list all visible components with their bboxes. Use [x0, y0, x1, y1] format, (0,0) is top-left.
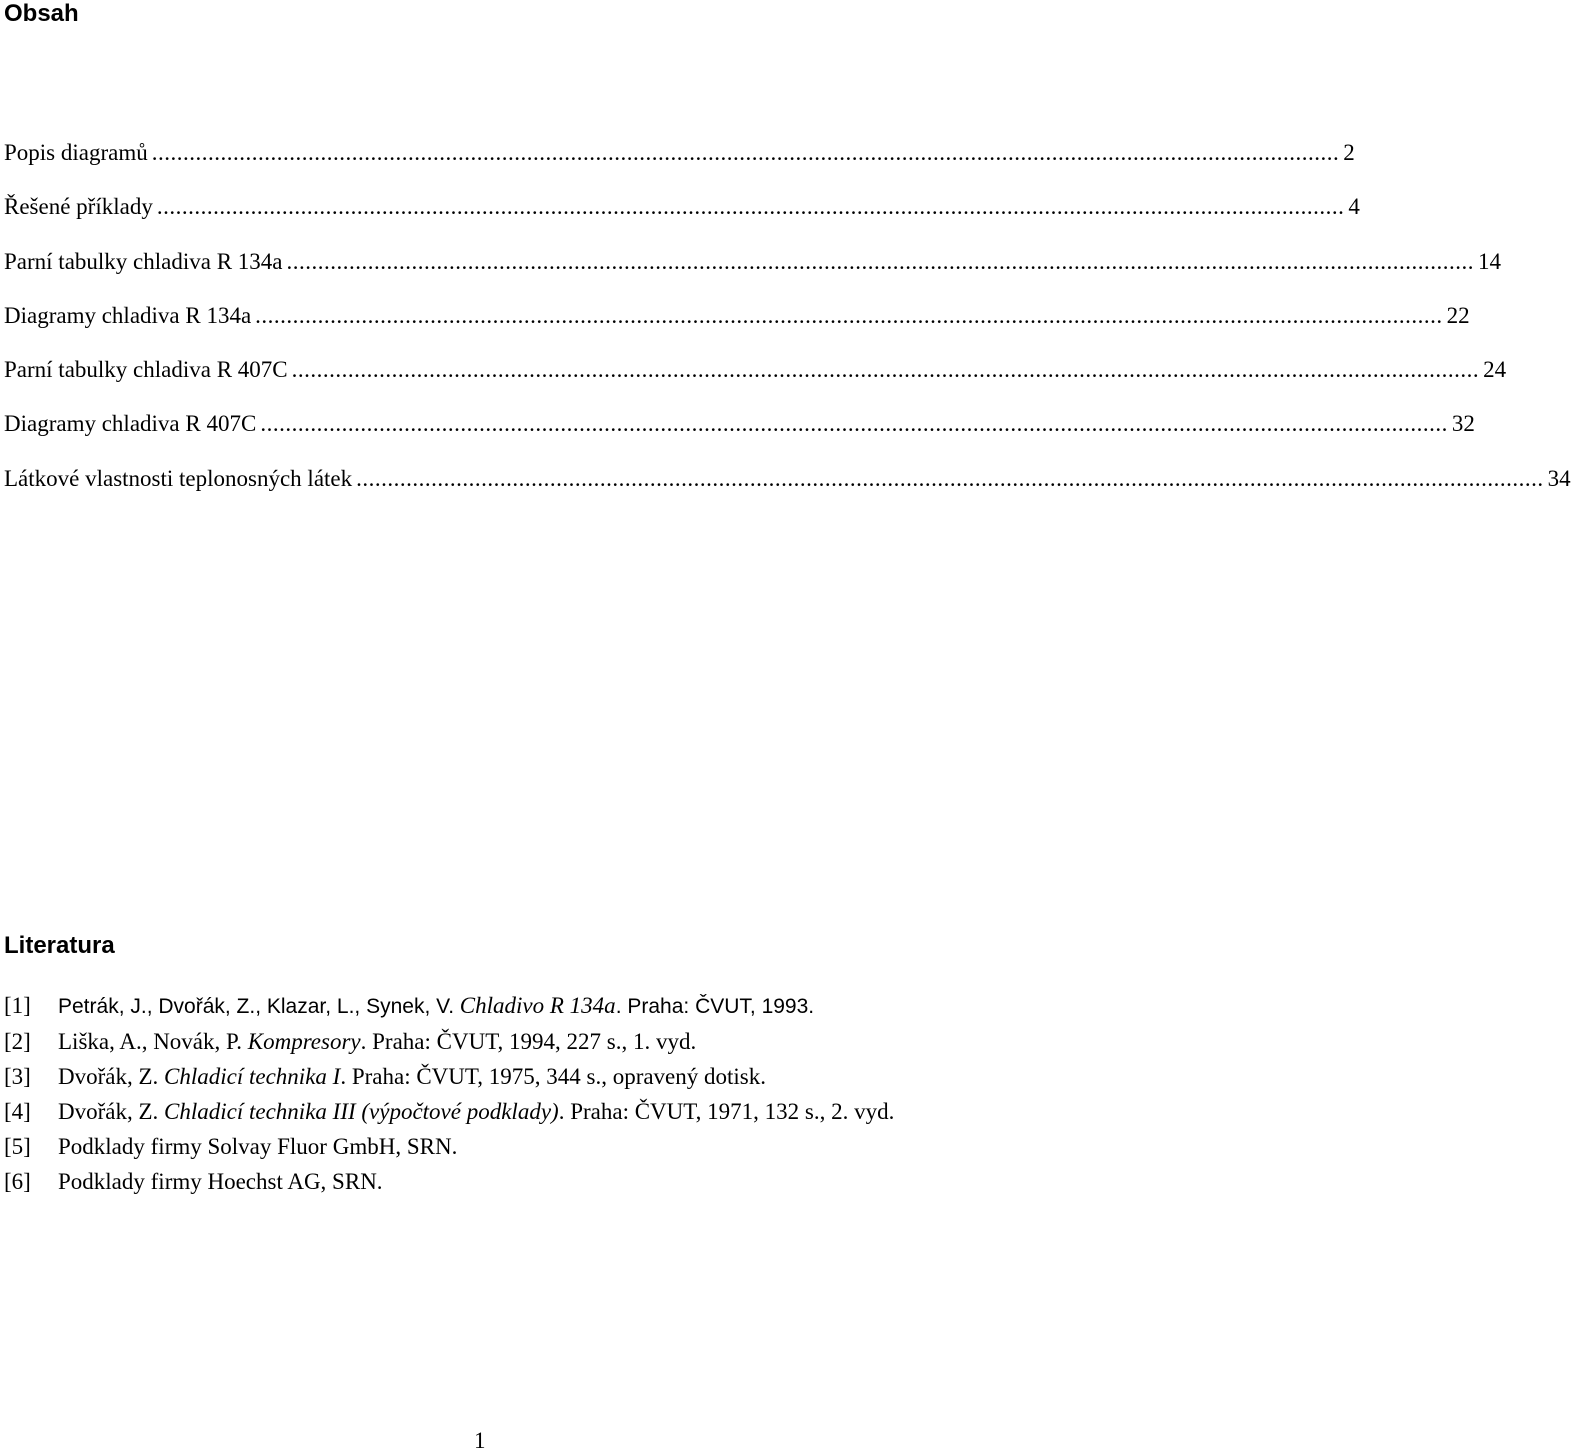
- toc-leader-dots: ..............................................................................................................................................................................................: [291, 357, 1480, 383]
- toc-entry-title: Parní tabulky chladiva R 407C: [4, 357, 288, 383]
- reference-number: [4]: [4, 1099, 31, 1124]
- toc-entry-page: 32: [1451, 411, 1475, 437]
- page-number: 1: [474, 1428, 486, 1453]
- reference-item: [4, 1059, 958, 1094]
- reference-item: [4, 1129, 958, 1164]
- toc-entry-page: 22: [1446, 302, 1470, 328]
- reference-title: Chladivo R 134a: [459, 993, 616, 1018]
- reference-publisher: Praha: ČVUT, 1975, 344 s., opravený dotisk.: [351, 1064, 766, 1089]
- reference-number: [1]: [4, 993, 31, 1018]
- toc-entry-title: Diagramy chladiva R 134a: [4, 302, 252, 328]
- reference-item: [4, 988, 958, 1024]
- table-of-contents: [4, 138, 1571, 518]
- toc-entry[interactable]: [4, 355, 1507, 409]
- literature-heading: Literatura: [4, 932, 115, 959]
- reference-number: [2]: [4, 1029, 31, 1054]
- reference-publisher: Praha: ČVUT, 1994, 227 s., 1. vyd.: [372, 1029, 697, 1054]
- reference-publisher: Praha: ČVUT, 1971, 132 s., 2. vyd.: [570, 1099, 895, 1124]
- toc-entry-title: Látkové vlastnosti teplonosných látek: [4, 465, 353, 491]
- reference-text: Dvořák, Z. Chladicí technika I. Praha: ČVUT, 1975, 344 s., opravený dotisk.: [58, 1064, 766, 1089]
- reference-authors: Liška, A., Novák, P.: [58, 1029, 242, 1054]
- toc-entry[interactable]: [4, 192, 1360, 246]
- reference-number: [3]: [4, 1064, 31, 1089]
- toc-entry-page: 14: [1478, 248, 1501, 274]
- reference-list: [4, 988, 958, 1199]
- toc-entry[interactable]: [4, 138, 1355, 192]
- toc-entry-title: Parní tabulky chladiva R 134a: [4, 248, 283, 274]
- reference-authors: Dvořák, Z.: [58, 1064, 159, 1089]
- toc-entry-title: Diagramy chladiva R 407C: [4, 411, 257, 437]
- toc-entry-page: 24: [1483, 357, 1507, 383]
- reference-authors: Dvořák, Z.: [58, 1099, 159, 1124]
- toc-entry[interactable]: [4, 301, 1470, 355]
- reference-text: Podklady firmy Solvay Fluor GmbH, SRN.: [58, 1134, 458, 1159]
- toc-leader-dots: ..............................................................................................................................................................................................: [286, 248, 1474, 274]
- toc-leader-dots: ..............................................................................................................................................................................................: [356, 465, 1544, 491]
- toc-entry-page: 34: [1547, 465, 1571, 491]
- toc-entry-title: Popis diagramů: [4, 140, 148, 165]
- reference-item: [4, 1164, 958, 1199]
- toc-entry[interactable]: [4, 409, 1475, 463]
- toc-leader-dots: ..............................................................................................................................................................................................: [255, 302, 1443, 328]
- toc-entry[interactable]: [4, 247, 1501, 301]
- reference-title: Chladicí technika III (výpočtové podklady): [164, 1099, 559, 1124]
- toc-entry-title: Řešené příklady: [4, 194, 153, 220]
- toc-leader-dots: ..............................................................................................................................................................................................: [151, 140, 1340, 165]
- toc-leader-dots: ..............................................................................................................................................................................................: [260, 411, 1448, 437]
- reference-text: Podklady firmy Hoechst AG, SRN.: [58, 1169, 383, 1194]
- reference-number: [6]: [4, 1169, 31, 1194]
- reference-text: Liška, A., Novák, P. Kompresory. Praha: ČVUT, 1994, 227 s., 1. vyd.: [58, 1029, 697, 1054]
- toc-entry[interactable]: [4, 464, 1571, 518]
- contents-heading: Obsah: [4, 0, 79, 27]
- toc-entry-page: 4: [1348, 194, 1360, 220]
- reference-item: [4, 1094, 958, 1129]
- reference-text: Dvořák, Z. Chladicí technika III (výpočtové podklady). Praha: ČVUT, 1971, 132 s., 2. vyd.: [58, 1099, 895, 1124]
- reference-text: Petrák, J., Dvořák, Z., Klazar, L., Synek, V. Chladivo R 134a. Praha: ČVUT, 1993.: [58, 993, 815, 1018]
- reference-publisher: Praha: ČVUT, 1993.: [627, 995, 815, 1018]
- toc-entry-page: 2: [1343, 140, 1355, 165]
- reference-item: [4, 1024, 958, 1059]
- reference-authors: Petrák, J., Dvořák, Z., Klazar, L., Synek, V.: [58, 995, 455, 1018]
- reference-title: Chladicí technika I: [164, 1064, 341, 1089]
- toc-leader-dots: ..............................................................................................................................................................................................: [156, 194, 1345, 220]
- reference-title: Kompresory: [247, 1029, 361, 1054]
- reference-number: [5]: [4, 1134, 31, 1159]
